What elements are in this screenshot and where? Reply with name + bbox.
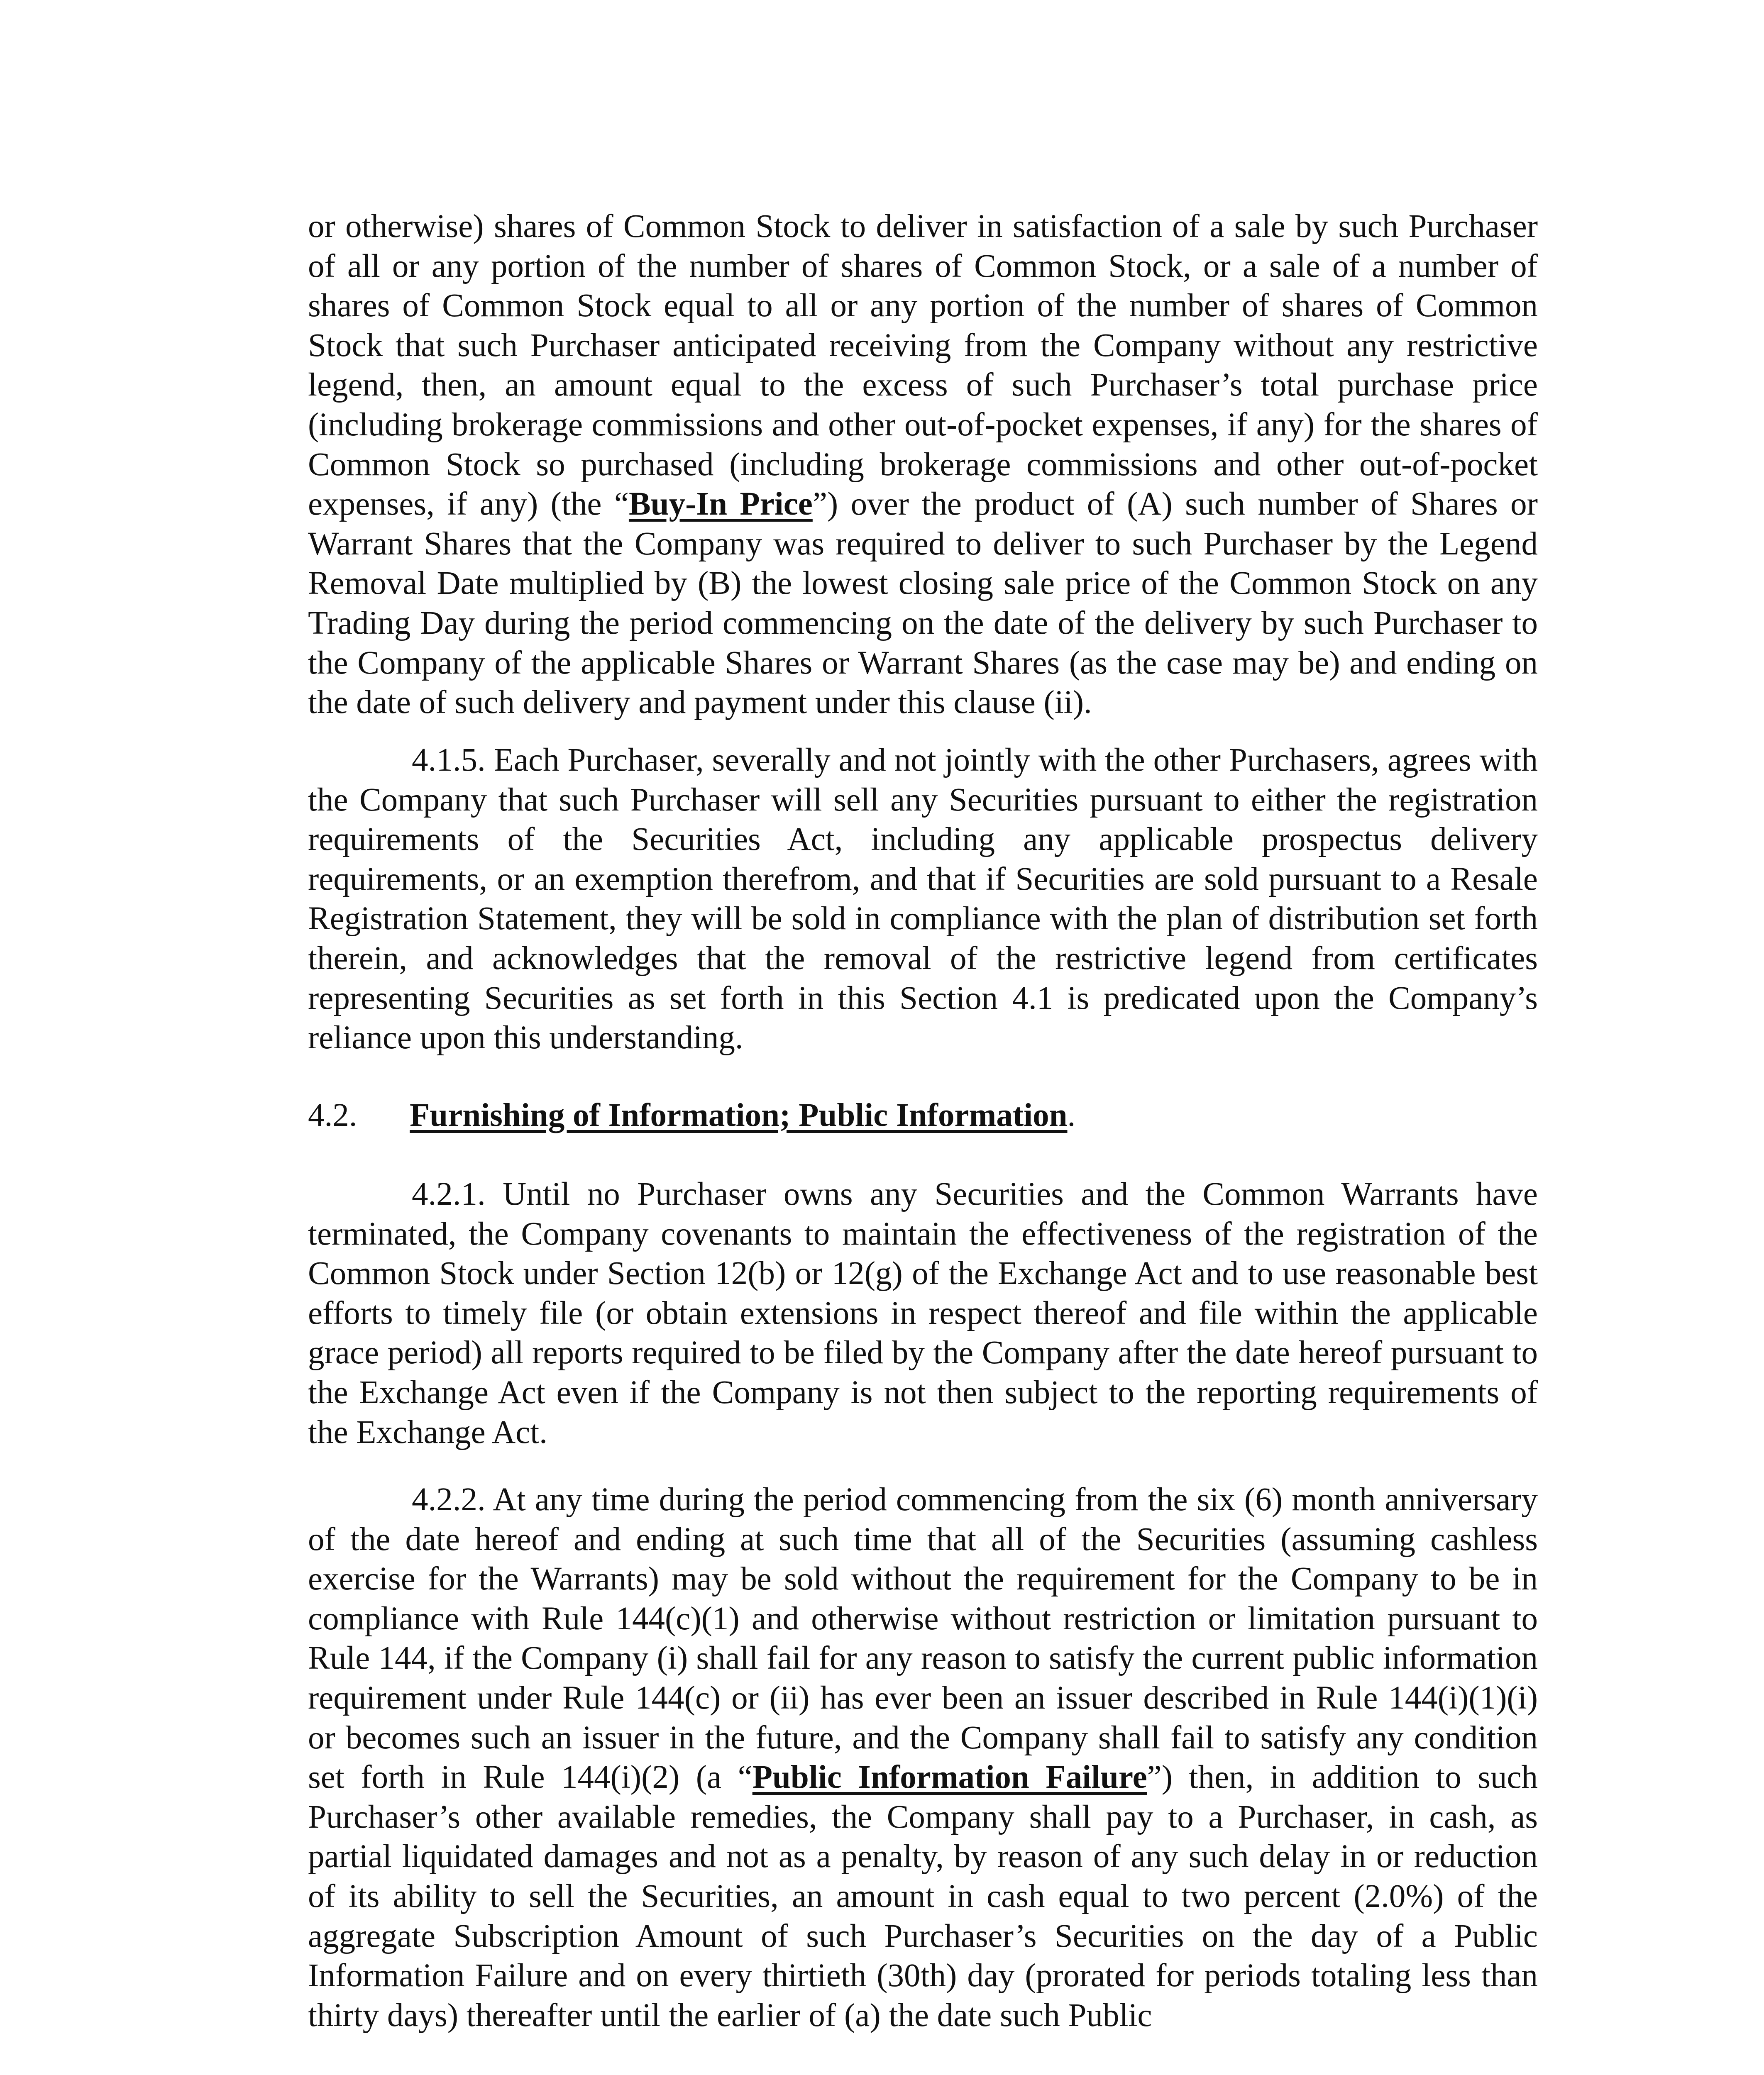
paragraph-text: ”) over the product of (A) such number of Shares or Warrant Shares that the Company was required to deliver to such Purchaser by the Legend Removal Date multiplied by (B) the lowest closing sale price of the Common Stock on any Trading Day during the period commencing on the date of the delivery by such Purchaser to the Company of the applicable Shares or Warrant Shares (as the case may be) and ending on the date of such delivery and payment under this clause (ii). <box>308 486 1538 721</box>
section-heading-4-2 <box>308 1096 1075 1135</box>
section-number: 4.2. <box>308 1097 357 1133</box>
paragraph-text: ”) then, in addition to such Purchaser’s other available remedies, the Company shall pay to a Purchaser, in cash, as partial liquidated damages and not as a penalty, by reason of any such delay in or reduction of its ability to sell the Securities, an amount in cash equal to two percent (2.0%) of the aggregate Subscription Amount of such Purchaser’s Securities on the day of a Public Information Failure and on every thirtieth (30th) day (prorated for periods totaling less than thirty days) thereafter until the earlier of (a) the date such Public <box>308 1759 1538 2034</box>
section-title-period: . <box>1067 1097 1076 1133</box>
section-4-2-1: 4.2.1. Until no Purchaser owns any Securities and the Common Warrants have terminated, the Company covenants to maintain the effectiveness of the registration of the Common Stock under Section 12(b) or 12(g) of the Exchange Act and to use reasonable best efforts to timely file (or obtain extensions in respect thereof and file within the applicable grace period) all reports required to be filed by the Company after the date hereof pursuant to the Exchange Act even if the Company is not then subject to the reporting requirements of the Exchange Act. <box>308 1176 1538 1450</box>
paragraph-text: or otherwise) shares of Common Stock to deliver in satisfaction of a sale by such Purchaser of all or any portion of the number of shares of Common Stock, or a sale of a number of shares of Common Stock equal to all or any portion of the number of shares of Common Stock that such Purchaser anticipated receiving from the Company without any restrictive legend, then, an amount equal to the excess of such Purchaser’s total purchase price (including brokerage commissions and other out-of-pocket expenses, if any) for the shares of Common Stock so purchased (including brokerage commissions and other out-of-pocket expenses, if any) (the “ <box>308 208 1538 522</box>
defined-term-public-information-failure: Public Information Failure <box>752 1759 1147 1796</box>
section-4-1-5: 4.1.5. Each Purchaser, severally and not jointly with the other Purchasers, agrees with the Company that such Purchaser will sell any Securities pursuant to either the registration requirements of the Securities Act, including any applicable prospectus delivery requirements, or an exemption therefrom, and that if Securities are sold pursuant to a Resale Registration Statement, they will be sold in compliance with the plan of distribution set forth therein, and acknowledges that the removal of the restrictive legend from certificates representing Securities as set forth in this Section 4.1 is predicated upon the Company’s reliance upon this understanding. <box>308 742 1538 1056</box>
section-4-2-2 <box>308 1480 1538 2035</box>
paragraph-buy-in-continuation <box>308 207 1538 723</box>
section-title: Furnishing of Information; Public Information <box>410 1097 1068 1133</box>
paragraph-text: 4.2.2. At any time during the period commencing from the six (6) month anniversary of the date hereof and ending at such time that all of the Securities (assuming cashless exercise for the Warrants) may be sold without the requirement for the Company to be in compliance with Rule 144(c)(1) and otherwise without restriction or limitation pursuant to Rule 144, if the Company (i) shall fail for any reason to satisfy the current public information requirement under Rule 144(c) or (ii) has ever been an issuer described in Rule 144(i)(1)(i) or becomes such an issuer in the future, and the Company shall fail to satisfy any condition set forth in Rule 144(i)(2) (a “ <box>308 1482 1538 1796</box>
defined-term-buy-in-price: Buy-In Price <box>628 486 813 522</box>
